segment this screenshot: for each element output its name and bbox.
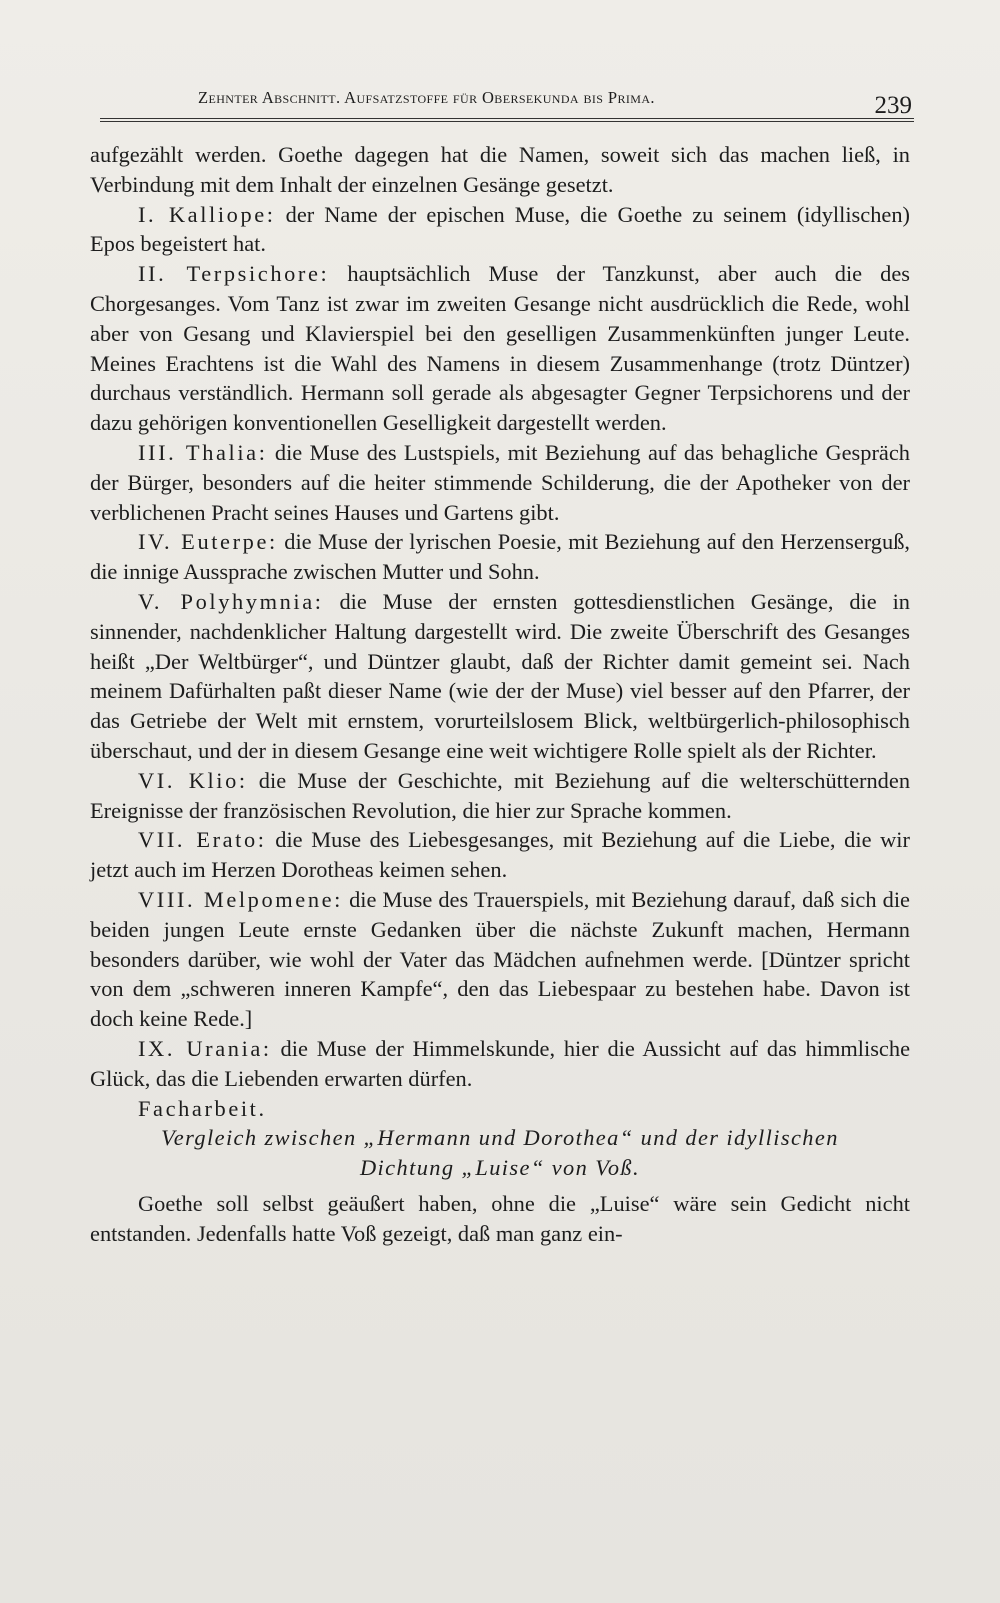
paragraph-text: die Muse der lyrischen Poesie, mit Beziehung auf den Herzenserguß, die innige Aussprache zwischen Mutter und Sohn. (90, 529, 910, 585)
muse-label: V. Polyhymnia: (138, 588, 324, 614)
paragraph-closing (90, 1189, 910, 1249)
paragraph-text: die Muse des Liebesgesanges, mit Beziehung auf die Liebe, die wir jetzt auch im Herzen Dorotheas keimen sehen. (90, 827, 910, 883)
muse-label: VII. Erato: (138, 827, 267, 853)
paragraph-text: die Muse des Lustspiels, mit Beziehung auf das behagliche Gespräch der Bürger, besonders auf die heiter stimmende Schilderung, die der Apotheker von der verblichenen Pracht seines Hauses und Gartens gibt. (90, 439, 910, 525)
page-number: 239 (874, 92, 912, 119)
paragraph-text: die Muse der Himmelskunde, hier die Aussicht auf das himmlische Glück, das die Liebenden erwarten dürfen. (90, 1035, 911, 1091)
paragraph-text: Goethe soll selbst geäußert haben, ohne die „Luise“ wäre sein Gedicht nicht entstanden. Jedenfalls hatte Voß gezeigt, daß man ganz ein- (90, 1190, 910, 1246)
paragraph-intro (90, 140, 910, 200)
paragraph-text: die Muse der Geschichte, mit Beziehung auf die welterschütternden Ereignisse der französischen Revolution, die hier zur Sprache kommen. (90, 767, 911, 823)
paragraph-kalliope (90, 200, 910, 260)
body-text (90, 140, 910, 1248)
paragraph-polyhymnia (90, 587, 910, 766)
paragraph-text: die Muse des Trauerspiels, mit Beziehung darauf, daß sich die beiden jungen Leute ernste Gedanken über die nächste Zukunft machen, Hermann besonders darüber, wie wohl der Vater das Mädchen aufnehmen werde. [Düntzer spricht von dem „schweren inneren Kampfe“, den das Liebespaar zu bestehen habe. Davon ist doch keine Rede.] (90, 886, 910, 1032)
paragraph-erato (90, 825, 910, 885)
paragraph-facharbeit (90, 1094, 910, 1124)
running-title: Zehnter Abschnitt. Aufsatzstoffe für Obersekunda bis Prima. (198, 88, 655, 107)
muse-label: I. Kalliope: (138, 201, 276, 227)
muse-label: IX. Urania: (138, 1035, 272, 1061)
paragraph-klio (90, 766, 910, 826)
section-heading-line-1: Vergleich zwischen „Hermann und Dorothea“ und der idyllischen (161, 1125, 839, 1151)
paragraph-melpomene (90, 885, 910, 1034)
header-rule (100, 118, 914, 122)
muse-label: VIII. Melpomene: (138, 886, 343, 912)
paragraph-text: der Name der epischen Muse, die Goethe zu seinem (idyllischen) Epos begeistert hat. (90, 201, 910, 257)
paragraph-thalia (90, 438, 910, 527)
paragraph-urania (90, 1034, 910, 1094)
running-head (100, 88, 914, 128)
paragraph-text: aufgezählt werden. Goethe dagegen hat die Namen, soweit sich das machen ließ, in Verbindung mit dem Inhalt der einzelnen Gesänge gesetzt. (90, 142, 910, 197)
muse-label: III. Thalia: (138, 439, 268, 465)
muse-label: II. Terpsichore: (138, 261, 330, 287)
muse-label: VI. Klio: (138, 767, 248, 793)
paragraph-text: hauptsächlich Muse der Tanzkunst, aber auch die des Chorgesanges. Vom Tanz ist zwar im zweiten Gesange nicht ausdrücklich die Rede, wohl aber von Gesang und Klavierspiel bei den geselligen Zusammenkünften junger Leute. Meines Erachtens ist die Wahl des Namens in diesem Zusammenhange (trotz Düntzer) durchaus verständlich. Hermann soll gerade als abgesagter Gegner Terpsichorens und der dazu gehörigen konventionellen Geselligkeit dargestellt werden. (90, 261, 910, 436)
paragraph-terpsichore (90, 259, 910, 438)
paragraph-text: die Muse der ernsten gottesdienstlichen Gesänge, die in sinnender, nachdenklicher Haltung dargestellt wird. Die zweite Überschrift des Gesanges heißt „Der Weltbürger“, und Düntzer glaubt, daß der Richter damit gemeint sei. Nach meinem Dafürhalten paßt dieser Name (wie der der Muse) viel besser auf den Pfarrer, der das Getriebe der Welt mit ernstem, vorurteilslosem Blick, weltbürgerlich-philosophisch überschaut, und der in diesem Gesange eine weit wichtigere Rolle spielt als der Richter. (90, 588, 910, 763)
section-heading-line-2: Dichtung „Luise“ von Voß. (359, 1155, 641, 1181)
muse-label: IV. Euterpe: (138, 529, 278, 555)
paragraph-euterpe (90, 527, 910, 587)
section-label: Facharbeit. (138, 1095, 267, 1121)
